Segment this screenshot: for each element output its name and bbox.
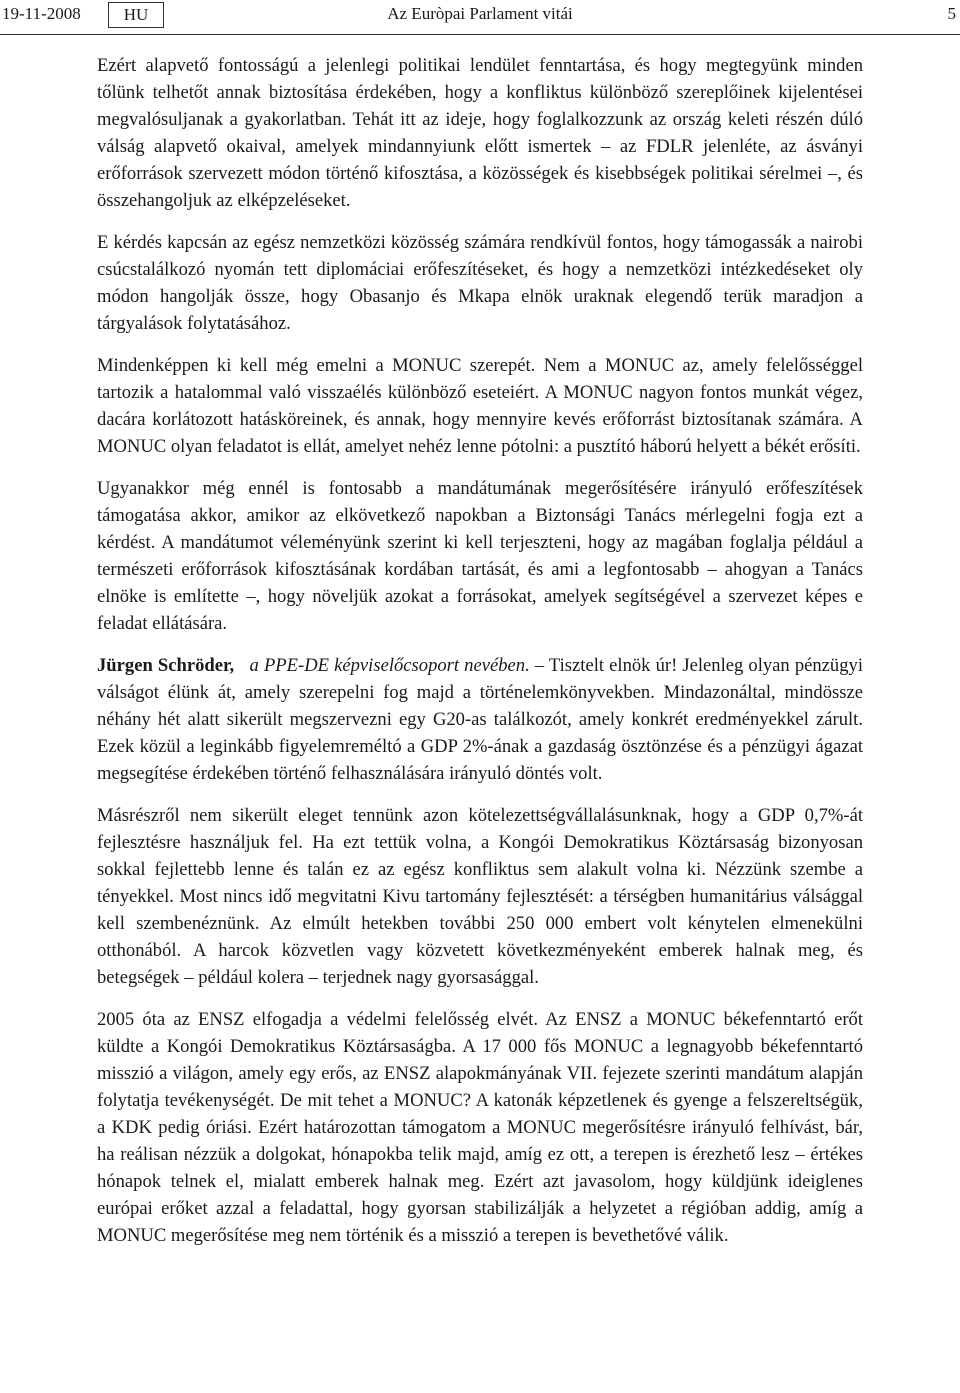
paragraph-3: Mindenképpen ki kell még emelni a MONUC szerepét. Nem a MONUC az, amely felelősséggel tartozik a hatalommal való visszaélés különböző eseteiért. A MONUC nagyon fontos munkát végez, dacára korlátozott hatásköreinek, és annak, hogy mennyire kevés erőforrást biztosítanak számára. A MONUC olyan feladatot is ellát, amelyet nehéz lenne pótolni: a pusztító háború helyett a békét erősíti. [97, 355, 863, 457]
paragraph-4: Ugyanakkor még ennél is fontosabb a mandátumának megerősítésére irányuló erőfeszítések támogatása akkor, amikor az elkövetkező napokban a Biztonsági Tanács mérlegelni fogja ezt a kérdést. A mandátumot véleményünk szerint ki kell terjeszteni, hogy az magában foglalja például a természeti erőforrások kifosztásának kordában tartását, és ami a legfontosabb – ahogyan a Tanács elnöke is említette –, hogy növeljük azokat a forrásokat, amelyek segítségével a szervezet képes e feladat ellátására. [97, 478, 863, 634]
paragraph-7: 2005 óta az ENSZ elfogadja a védelmi felelősség elvét. Az ENSZ a MONUC békefenntartó erőt küldte a Kongói Demokratikus Köztársaságba. A 17 000 fős MONUC a legnagyobb békefenntartó misszió a világon, amely egy erős, az ENSZ alapokmányának VII. fejezete szerinti mandátum alapján folytatja tevékenységét. De mit tehet a MONUC? A katonák képzetlenek és gyenge a felszereltségük, a KDK pedig óriási. Ezért határozottan támogatom a MONUC megerősítésre irányuló felhívást, bár, ha reálisan nézzük a dolgokat, hónapokba telik majd, amíg ez ott, a terepen is érezhető lesz – értékes hónapok telnek el, mialatt emberek halnak meg. Ezért azt javasolom, hogy küldjünk ideiglenes európai erőket azzal a feladattal, hogy gyorsan stabilizálják a helyzetet a régióban addig, amíg a MONUC megerősítése meg nem történik és a misszió a terepen is bevethetővé válik. [97, 1009, 863, 1246]
paragraph-6: Másrészről nem sikerült eleget tennünk azon kötelezettségvállalásunknak, hogy a GDP 0,7%-át fejlesztésre használjuk fel. Ha ezt tettük volna, a Kongói Demokratikus Köztársaság bizonyosan sokkal fejlettebb lenne és talán ez az egész konfliktus sem alakult volna ki. Nézzünk szembe a tényekkel. Most nincs idő megvitatni Kivu tartomány fejlesztését: a térségben humanitárius válsággal kell szembenéznünk. Az elmúlt hetekben további 250 000 embert volt kénytelen elmenekülni otthonából. A harcok közvetlen vagy közvetett következményeként emberek halnak meg, és betegségek – például kolera – terjednek nagy gyorsasággal. [97, 805, 863, 988]
speech-text: – Tisztelt elnök úr! Jelenleg olyan pénzügyi válságot élünk át, amely szerepelni fog majd a történelemkönyvekben. Mindazonáltal, mindössze néhány hét alatt sikerült megszervezni egy G20-as találkozót, amely konkrét eredményekkel zárult. Ezek közül a leginkább figyelemreméltó a GDP 2%-ának a gazdaság ösztönzése és a pénzügyi ágazat megsegítése érdekében történő felhasználására irányuló döntés volt. [97, 655, 863, 784]
paragraph-2: E kérdés kapcsán az egész nemzetközi közösség számára rendkívül fontos, hogy támogassák a nairobi csúcstalálkozó nyomán tett diplomáciai erőfeszítéseket, és hogy a nemzetközi intézkedéseket oly módon hangolják össze, hogy Obasanjo és Mkapa elnök uraknak elegendő terük maradjon a tárgyalások folytatásához. [97, 232, 863, 334]
publication-title: Az Euròpai Parlament vitái [387, 4, 573, 23]
page-header [0, 0, 960, 35]
language-badge: HU [108, 2, 164, 28]
paragraph-5 [97, 652, 863, 787]
paragraph-1: Ezért alapvető fontosságú a jelenlegi politikai lendület fenntartása, és hogy megtegyünk minden tőlünk telhetőt annak biztosítása érdekében, hogy a konfliktus különböző szereplőinek kijelentései megvalósuljanak a gyakorlatban. Tehát itt az ideje, hogy foglalkozzunk az ország keleti részén dúló válság alapvető okaival, amelyek mindannyiunk előtt ismertek – az FDLR jelenléte, az ásványi erőforrások szervezett módon történő kifosztása, a közösségek és kisebbségek politikai sérelmei –, és összehangoljuk az elképzeléseket. [97, 55, 863, 211]
speaker-name: Jürgen Schröder, [97, 655, 235, 676]
speaker-role: a PPE-DE képviselőcsoport nevében. [249, 655, 530, 676]
page-number: 5 [947, 4, 956, 23]
header-date: 19-11-2008 [2, 4, 81, 23]
document-body [97, 52, 863, 1264]
